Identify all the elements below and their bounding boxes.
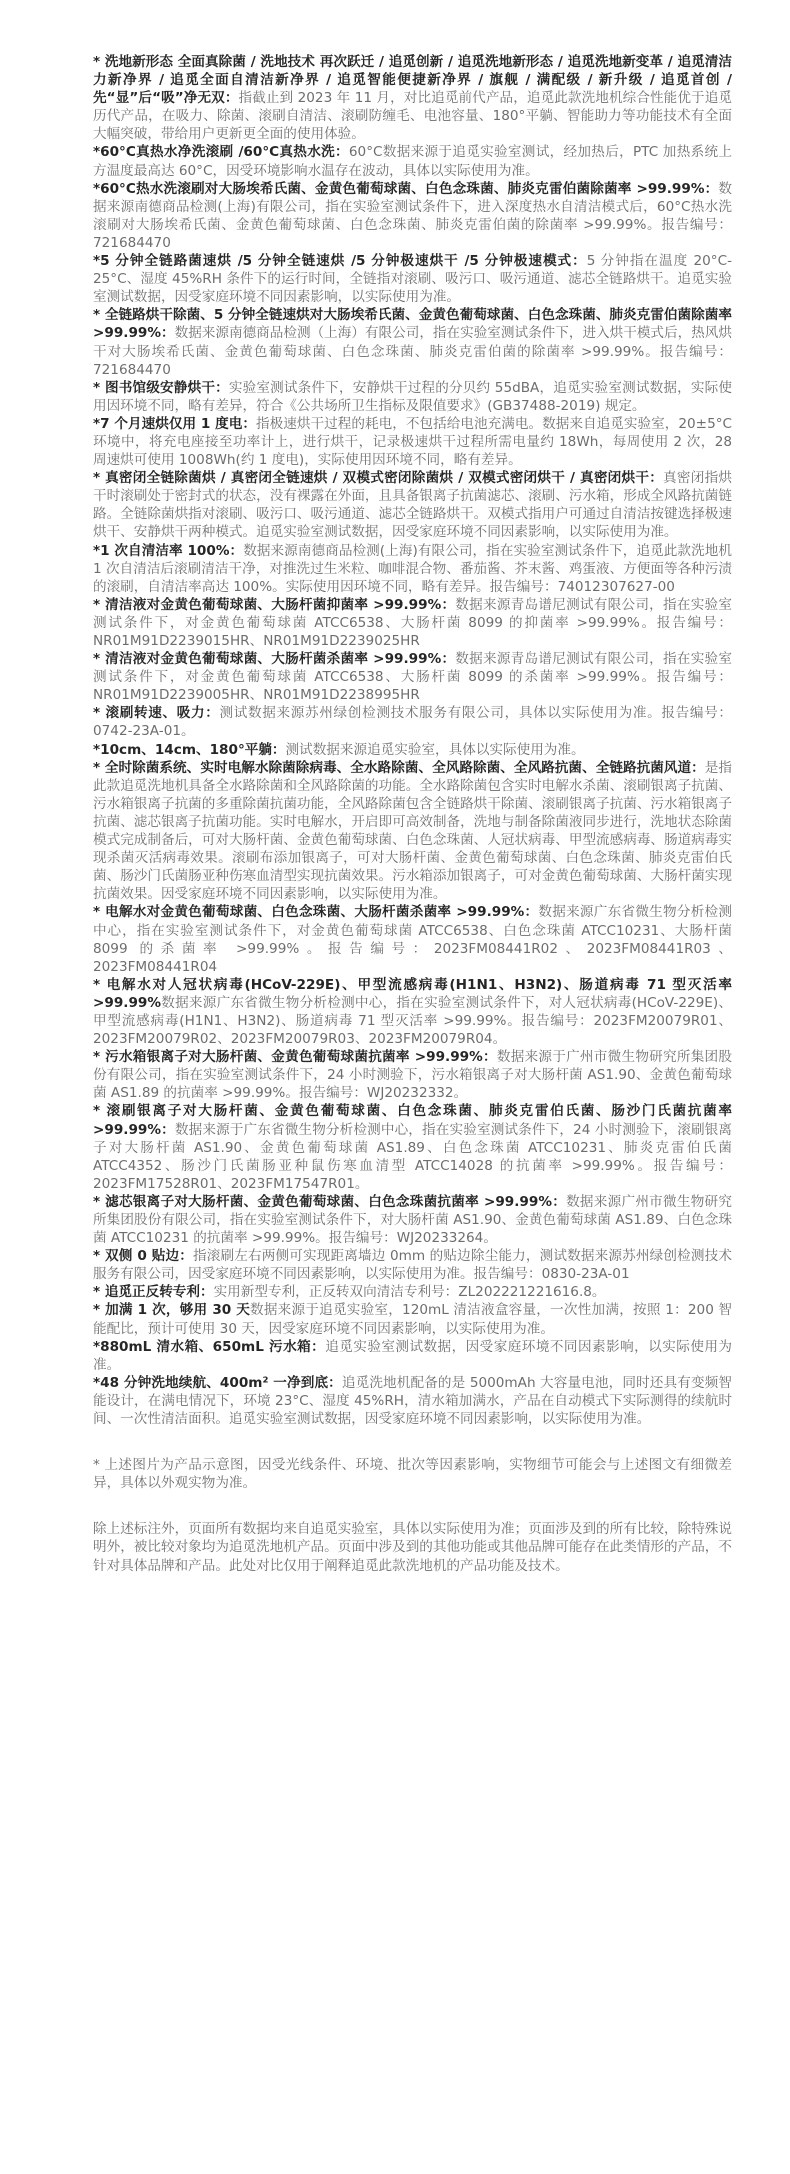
note-title: *1 次自清洁率 100%： xyxy=(93,542,244,559)
note-title: * 加满 1 次，够用 30 天 xyxy=(93,1302,251,1319)
note-body: 实验室测试条件下，安静烘干过程的分贝约 55dBA，追觅实验室测试数据，实际使用因环境不同，略有差异，符合《公共场所卫生指标及限值要求》(GB37488-2019) 规定。 xyxy=(93,379,732,414)
note-body: 数据来源广东省微生物分析检测中心，指在实验室测试条件下，对金黄色葡萄球菌 ATCC6538、白色念珠菌 ATCC10231、大肠杆菌 8099 的杀菌率 >99.99%。报告编号：2023FM08441R02、2023FM08441R03、2023FM08441R04 xyxy=(93,904,733,975)
note-item xyxy=(93,903,732,975)
note-item xyxy=(93,53,732,143)
note-body: 实用新型专利，正反转双向清洁专利号：ZL202221221616.8。 xyxy=(213,1284,606,1301)
note-item xyxy=(93,1102,732,1192)
note-item xyxy=(93,650,732,704)
note-body: 数据来源于追觅实验室，120mL 清洁液盒容量，一次性加满，按照 1：200 智能配比，预计可使用 30 天，因受家庭环境不同因素影响，以实际使用为准。 xyxy=(93,1302,732,1337)
note-title: * 全时除菌系统、实时电解水除菌除病毒、全水路除菌、全风路除菌、全风路抗菌、全链路抗菌风道： xyxy=(93,759,705,776)
note-body: 追觅实验室测试数据，因受家庭环境不同因素影响，以实际使用为准。 xyxy=(93,1338,732,1373)
note-item xyxy=(93,1247,732,1283)
note-body: 数据来源广州市微生物研究所集团股份有限公司，指在实验室测试条件下，对大肠杆菌 AS1.90、金黄色葡萄球菌 AS1.89、白色念珠菌 ATCC10231 的抗菌率 >99.99%。报告编号：WJ20233264。 xyxy=(93,1193,732,1247)
note-body: 是指此款追觅洗地机具备全水路除菌和全风路除菌的功能。全水路除菌包含实时电解水杀菌、滚刷银离子抗菌、污水箱银离子抗菌的多重除菌抗菌功能，全风路除菌包含全链路烘干除菌、滚刷银离子抗菌、污水箱银离子抗菌、滤芯银离子抗菌功能。实时电解水，开启即可高效制备，洗地与制备除菌液同步进行，洗地状态除菌模式完成制备后，可对大肠杆菌、金黄色葡萄球菌、白色念珠菌、人冠状病毒、甲型流感病毒、肠道病毒实现杀菌灭活病毒效果。滚刷布添加银离子，可对大肠杆菌、金黄色葡萄球菌、白色念珠菌、肺炎克雷伯氏菌、肠沙门氏菌肠亚种伤寒血清型实现抗菌效果。污水箱添加银离子，可对金黄色葡萄球菌、大肠杆菌实现抗菌效果。因受家庭环境不同因素影响，以实际使用为准。 xyxy=(93,759,733,903)
note-title: * 清洁液对金黄色葡萄球菌、大肠杆菌抑菌率 >99.99%： xyxy=(93,596,456,613)
note-body: 5 分钟指在温度 20°C-25°C、湿度 45%RH 条件下的运行时间，全链指对滚刷、吸污口、吸污通道、滤芯全链路烘干。追觅实验室测试数据，因受家庭环境不同因素影响，以实际使用为准。 xyxy=(93,253,732,306)
note-body: 测试数据来源追觅实验室，具体以实际使用为准。 xyxy=(285,741,585,758)
note-title: * 滚刷银离子对大肠杆菌、金黄色葡萄球菌、白色念珠菌、肺炎克雷伯氏菌、肠沙门氏菌抗菌率 >99.99%： xyxy=(93,1103,732,1138)
note-item xyxy=(93,1193,732,1247)
note-item xyxy=(93,1338,732,1374)
note-title: * 滚刷转速、吸力： xyxy=(93,705,220,722)
note-body: 追觅洗地机配备的是 5000mAh 大容量电池，同时还具有变频智能设计，在满电情况下，环境 23°C、湿度 45%RH，清水箱加满水，产品在自动模式下实际测得的续航时间、一次性清洁面积。追觅实验室测试数据，因受家庭环境不同因素影响，以实际使用为准。 xyxy=(93,1374,732,1428)
note-title: *10cm、14cm、180°平躺： xyxy=(93,741,286,758)
note-title: *60°C真热水净洗滚刷 /60°C真热水洗： xyxy=(93,144,349,161)
note-title: * 洗地新形态 全面真除菌 / 洗地技术 再次跃迁 / 追觅创新 / 追觅洗地新形态 / 追觅洗地新变革 / 追觅清洁力新净界 / 追觅全面自清洁新净界 / 追觅智能便捷新净界 / 旗舰 / 满配级 / 新升级 / 追觅首创 / 先“显”后“吸”净无双： xyxy=(93,54,732,107)
note-title: * 污水箱银离子对大肠杆菌、金黄色葡萄球菌抗菌率 >99.99%： xyxy=(93,1049,497,1066)
note-item xyxy=(93,379,732,415)
note-body: 指滚刷左右两侧可实现距离墙边 0mm 的贴边除尘能力，测试数据来源苏州绿创检测技术服务有限公司，因受家庭环境不同因素影响，以实际使用为准。报告编号：0830-23A-01 xyxy=(93,1248,732,1283)
note-title: * 图书馆级安静烘干： xyxy=(93,379,229,396)
note-item xyxy=(93,1283,732,1301)
note-title: *5 分钟全链路菌速烘 /5 分钟全链速烘 /5 分钟极速烘干 /5 分钟极速模式： xyxy=(93,253,587,270)
note-item xyxy=(93,1301,732,1337)
note-item xyxy=(93,542,732,596)
image-footnote: * 上述图片为产品示意图，因受光线条件、环境、批次等因素影响，实物细节可能会与上述图文有细微差异，具体以外观实物为准。 xyxy=(93,1457,732,1492)
note-body: 数据来源青岛谱尼测试有限公司，指在实验室测试条件下，对金黄色葡萄球菌 ATCC6538、大肠杆菌 8099 的杀菌率 >99.99%。报告编号：NR01M91D2239005HR、NR01M91D2238995HR xyxy=(93,651,732,704)
note-title: * 清洁液对金黄色葡萄球菌、大肠杆菌杀菌率 >99.99%： xyxy=(93,651,456,668)
note-title: *7 个月速烘仅用 1 度电： xyxy=(93,415,256,432)
note-title: * 电解水对金黄色葡萄球菌、白色念珠菌、大肠杆菌杀菌率 >99.99%： xyxy=(93,904,539,921)
disclaimer: 除上述标注外，页面所有数据均来自追觅实验室，具体以实际使用为准；页面涉及到的所有比较，除特殊说明外，被比较对象均为追觅洗地机产品。页面中涉及到的其他功能或其他品牌可能存在此类情形的产品，不针对具体品牌和产品。此处对比仅用于阐释追觅此款洗地机的产品功能及技术。 xyxy=(93,1521,732,1574)
note-title: * 滤芯银离子对大肠杆菌、金黄色葡萄球菌、白色念珠菌抗菌率 >99.99%： xyxy=(93,1193,567,1210)
note-item xyxy=(93,143,732,179)
note-body: 60°C数据来源于追觅实验室测试，经加热后，PTC 加热系统上方温度最高达 60°C，因受环境影响水温存在波动，具体以实际使用为准。 xyxy=(93,144,733,179)
note-body: 测试数据来源苏州绿创检测技术服务有限公司，具体以实际使用为准。报告编号：0742-23A-01。 xyxy=(93,705,732,740)
note-body: 数据来源青岛谱尼测试有限公司，指在实验室测试条件下，对金黄色葡萄球菌 ATCC6538、大肠杆菌 8099 的抑菌率 >99.99%。报告编号：NR01M91D2239015HR、NR01M91D2239025HR xyxy=(93,596,732,649)
note-item xyxy=(93,306,732,378)
note-title: *880mL 清水箱、650mL 污水箱： xyxy=(93,1338,326,1355)
note-item xyxy=(93,1374,732,1428)
note-title: *60°C热水洗滚刷对大肠埃希氏菌、金黄色葡萄球菌、白色念珠菌、肺炎克雷伯菌除菌率 >99.99%： xyxy=(93,180,719,197)
note-item xyxy=(93,1048,732,1102)
note-item xyxy=(93,704,732,740)
note-item xyxy=(93,741,732,759)
note-title: * 追觅正反转专利： xyxy=(93,1284,214,1301)
note-body: 指极速烘干过程的耗电，不包括给电池充满电。数据来自追觅实验室，20±5°C环境中，将充电座接至功率计上，进行烘干，记录极速烘干过程所需电量约 18Wh，每周使用 2 次，28 周速烘可使用 1008Wh(约 1 度电)，实际使用因环境不同，略有差异。 xyxy=(93,415,733,469)
note-body: 数据来源于广州市微生物研究所集团股份有限公司，指在实验室测试条件下，24 小时测验下，污水箱银离子对大肠杆菌 AS1.90、金黄色葡萄球菌 AS1.89 的抗菌率 >99.99%。报告编号：WJ20232332。 xyxy=(93,1049,732,1102)
note-title: *48 分钟洗地续航、400m² 一净到底： xyxy=(93,1374,342,1391)
notes-list xyxy=(93,53,732,1428)
note-item xyxy=(93,415,732,469)
note-title: * 双侧 0 贴边： xyxy=(93,1248,193,1265)
note-title: * 全链路烘干除菌、5 分钟全链速烘对大肠埃希氏菌、金黄色葡萄球菌、白色念珠菌、肺炎克雷伯菌除菌率 >99.99%： xyxy=(93,307,732,342)
note-title: * 电解水对人冠状病毒(HCoV-229E)、甲型流感病毒(H1N1、H3N2)、肠道病毒 71 型灭活率 >99.99% xyxy=(93,976,732,1011)
note-item xyxy=(93,469,732,541)
note-body: 指截止到 2023 年 11 月，对比追觅前代产品，追觅此款洗地机综合性能优于追觅历代产品，在吸力、除菌、滚刷自清洁、滚刷防缠毛、电池容量、180°平躺、智能助力等功能技术有全面大幅突破，带给用户更新更全面的使用体验。 xyxy=(93,90,732,143)
note-item xyxy=(93,596,732,650)
note-item xyxy=(93,180,732,252)
note-item xyxy=(93,252,732,306)
note-body: 数据来源南德商品检测(上海)有限公司，指在实验室测试条件下，追觅此款洗地机 1 次自清洁后滚刷清洁干净，对推洗过生米粒、咖啡混合物、番茄酱、芥末酱、鸡蛋液、方便面等各种污渍的滚刷，自清洁率高达 100%。实际使用因环境不同，略有差异。报告编号：74012307627-00 xyxy=(93,542,733,595)
note-body: 数据来源广东省微生物分析检测中心，指在实验室测试条件下，对人冠状病毒(HCoV-229E)、甲型流感病毒(H1N1、H3N2)、肠道病毒 71 型灭活率 >99.99%。报告编号：2023FM20079R01、2023FM20079R02、2023FM20079R03、2023FM20079R04。 xyxy=(93,994,732,1048)
note-item xyxy=(93,976,732,1048)
note-body: 数据来源于广东省微生物分析检测中心，指在实验室测试条件下，24 小时测验下，滚刷银离子对大肠杆菌 AS1.90、金黄色葡萄球菌 AS1.89、白色念珠菌 ATCC10231、肺炎克雷伯氏菌 ATCC4352、肠沙门氏菌肠亚种鼠伤寒血清型 ATCC14028 的抗菌率 >99.99%。报告编号：2023FM17528R01、2023FM17547R01。 xyxy=(93,1121,732,1192)
note-body: 真密闭指烘干时滚刷处于密封式的状态，没有裸露在外面，且具备银离子抗菌滤芯、滚刷、污水箱，形成全风路抗菌链路。全链除菌烘指对滚刷、吸污口、吸污通道、滤芯全链路烘干。双模式指用户可通过自清洁按键选择极速烘干、安静烘干两种模式。追觅实验室测试数据，因受家庭环境不同因素影响，以实际使用为准。 xyxy=(93,470,733,541)
note-body: 数据来源南德商品检测(上海)有限公司，指在实验室测试条件下，进入深度热水自清洁模式后，60°C热水洗滚刷对大肠埃希氏菌、金黄色葡萄球菌、白色念珠菌、肺炎克雷伯菌的除菌率 >99.99%。报告编号：721684470 xyxy=(93,180,732,251)
note-body: 数据来源南德商品检测（上海）有限公司，指在实验室测试条件下，进入烘干模式后，热风烘干对大肠埃希氏菌、金黄色葡萄球菌、白色念珠菌、肺炎克雷伯菌的除菌率 >99.99%。报告编号：721684470 xyxy=(93,325,732,378)
note-item xyxy=(93,759,732,904)
note-title: * 真密闭全链除菌烘 / 真密闭全链速烘 / 双模式密闭除菌烘 / 双模式密闭烘干 / 真密闭烘干： xyxy=(93,470,664,487)
